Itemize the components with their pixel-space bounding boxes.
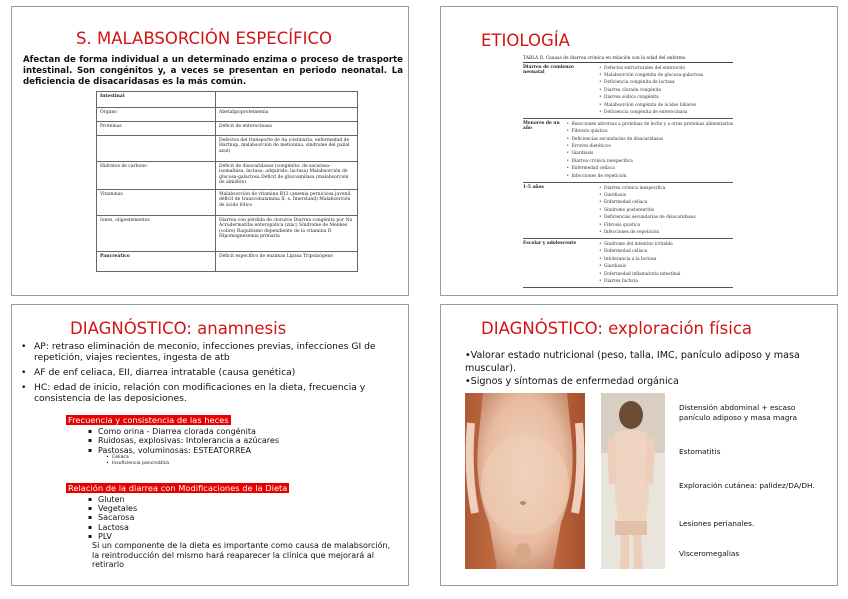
malabsorption-table (96, 91, 358, 272)
bullet-hc: • HC: edad de inicio, relación con modificaciones en la dieta, frecuencia y consistencia de las deposiciones. (20, 382, 400, 404)
list-item: • Diarrea crónica inespecífica (571, 158, 733, 165)
list-item: • Fibrosis quística (571, 128, 733, 135)
list-item: • Giardiasis (571, 150, 733, 157)
table-cell-label: Órgano (97, 108, 216, 122)
table-row (97, 92, 358, 108)
list-item: • Enfermedad inflamatoria intestinal (604, 271, 680, 278)
table-row (523, 239, 733, 288)
anamnesis-body (20, 341, 400, 569)
caption-estomatitis: Estomatitis (679, 447, 721, 456)
list-item: • Deficiencias secundarias de disacaridasas (571, 136, 733, 143)
list-item: • Diarrea crónica inespecífica (604, 185, 696, 192)
cause-list (563, 121, 733, 180)
list-item: • Diarrea sódica congénita (604, 94, 703, 101)
table-cell-value: Diarrea con pérdida de cloruros Diarrea congénita por Na Acrodermatitis enteropática (zinc) Síndrome de Menkes (cobre) Raquitismo dependiente de la vitamina D Hipomagnesemia primaria (216, 216, 358, 252)
section-frecuencia: Frecuencia y consistencia de las heces (68, 415, 229, 425)
intro-paragraph: Afectan de forma individual a un determinado enzima o proceso de trasporte intestinal. Son congénitos y, a veces se presentan en periodo neonatal. La deficiencia de disacaridasas es la más común. (23, 55, 403, 88)
cause-list (596, 241, 680, 285)
list-item: • Diarrea facticia (604, 278, 680, 285)
age-group-label: 1-5 años (523, 184, 544, 190)
bullet-ap: • AP: retraso eliminación de meconio, infecciones previas, infecciones GI de repetición, viajes recientes, ingesta de atb (20, 341, 400, 363)
list-item: ▪ Lactosa (98, 523, 400, 532)
table-cell-value (216, 92, 358, 108)
list-item: ▪ Vegetales (98, 504, 400, 513)
table-row (523, 63, 733, 119)
list-item: • Intolerancia a la lactosa (604, 256, 680, 263)
etiology-table (523, 62, 733, 288)
list-item: • Infecciones de repetición (571, 173, 733, 180)
slide-anamnesis (11, 304, 409, 586)
table-row (97, 190, 358, 216)
table-cell-label: Proteínas (97, 122, 216, 136)
bullet-af: • AF de enf celiaca, EII, diarrea intratable (causa genética) (20, 367, 400, 378)
table-row (97, 108, 358, 122)
list-subitem: • Celiaca (112, 455, 400, 461)
caption-visceromegalias: Visceromegalias (679, 549, 740, 558)
slide-etiologia (440, 6, 838, 296)
child-back-photo (601, 393, 665, 569)
abdomen-photo (465, 393, 585, 569)
table-cell-value: Déficit específico de enzimas Lipasa Tripsinógeno (216, 252, 358, 272)
list-item: • Malabsorción congénita de ácidos biliares (604, 102, 703, 109)
table-row (97, 162, 358, 190)
list-item: • Deficiencias secundarias de disacaridasas (604, 214, 696, 221)
exam-line: •Signos y síntomas de enfermedad orgánica (465, 376, 679, 387)
table-row (523, 183, 733, 239)
exam-line: •Valorar estado nutricional (peso, talla, IMC, panículo adiposo y masa muscular). (465, 350, 800, 374)
list-item: • Deficiencia congénita de enterocinasa (604, 109, 703, 116)
list-item: ▪ Pastosas, voluminosas: ESTEATORREA (98, 446, 400, 455)
cause-list (596, 185, 696, 237)
list-item: • Reacciones adversas a proteínas de leche y a otras proteínas alimentarias (571, 121, 733, 128)
list-item: • Deficiencia congénita de lactasa (604, 79, 703, 86)
table-cell-value: Abetalipoproteinemia (216, 108, 358, 122)
table-row (97, 216, 358, 252)
age-group-label: Diarrea de comienzo neonatal (523, 64, 574, 75)
caption-distension: Distensión abdominal + escaso panículo adiposo y masa magra (679, 403, 798, 422)
age-group-label: Escolar y adolescente (523, 240, 577, 246)
list-item: • Malabsorción congénita de glucosa-galactosa (604, 72, 703, 79)
table-cell-value: Defectos del transporte de Aa (cistinuria, enfermedad de Hartnup, malabsorción de metionina, síndrome del pañal azul) (216, 136, 358, 162)
slide-exploracion-fisica (440, 304, 838, 586)
section-dieta: Relación de la diarrea con Modificaciones de la Dieta (68, 482, 288, 493)
slide-title: DIAGNÓSTICO: exploración física (481, 319, 753, 338)
list-item: • Síndrome del intestino irritable (604, 241, 680, 248)
list-item: ▪ Sacarosa (98, 513, 400, 522)
table-cell-label: Intestinal (97, 92, 216, 108)
table-cell-value: Malabsorción de vitamina B12 (anemia perniciosa juvenil, déficit de transcobalamina II, s. Imerslund) Malabsorción de ácido fólico (216, 190, 358, 216)
list-subitem: • Insuficiencia pancreática (112, 461, 400, 467)
slide-title: ETIOLOGÍA (481, 31, 570, 50)
list-item: • Fibrosis quística (604, 222, 696, 229)
caption-cutanea: Exploración cutánea: palidez/DA/DH. (679, 481, 815, 490)
caption-perianales: Lesiones perianales. (679, 519, 755, 528)
list-item: ▪ Ruidosas, explosivas: Intolerancia a azúcares (98, 436, 400, 445)
diet-note: Si un componente de la dieta es importante como causa de malabsorción, la reintroducción del mismo hará reaparecer la clínica que mejorará al retirarlo (92, 541, 391, 569)
table-cell-value: Déficit de disacaridasas (congénito: de sacarasa-isomaltasa, lactasa; adquirido: lactasa) Malabsorción de glucosa-galactosa Déficit de glucoamilasa (malabsorción de almidón) (216, 162, 358, 190)
table-cell-label: Hidratos de carbono (97, 162, 216, 190)
list-item: • Diarrea clorada congénita (604, 87, 703, 94)
table-row (97, 252, 358, 272)
list-item: • Enfermedad celíaca (604, 199, 696, 206)
slide-title: DIAGNÓSTICO: anamnesis (70, 319, 287, 338)
list-item: • Enfermedad celíaca (604, 248, 680, 255)
table-cell-label: Pancreático (97, 252, 216, 272)
table-cell-label: Vitaminas (97, 190, 216, 216)
list-item: • Giardiasis (604, 192, 696, 199)
list-item: ▪ Gluten (98, 495, 400, 504)
slide-title: S. MALABSORCIÓN ESPECÍFICO (76, 29, 332, 48)
list-item: • Defectos estructurales del enterocito (604, 65, 703, 72)
table-row (97, 122, 358, 136)
table-row (523, 119, 733, 183)
age-group-label: Menores de un año (523, 120, 560, 132)
table-caption: TABLA II. Causas de diarrea crónica en relación con la edad del enfermo (523, 56, 686, 61)
table-cell-value: Déficit de enterocinasa (216, 122, 358, 136)
list-item: • Errores dietéticos (571, 143, 733, 150)
list-item: • Infecciones de repetición (604, 229, 696, 236)
list-item: • Síndrome postenteritis (604, 207, 696, 214)
list-item: • Giardiasis (604, 263, 680, 270)
table-cell-label: Iones, oligoelementos (97, 216, 216, 252)
cause-list (596, 65, 703, 117)
list-item: ▪ Como orina - Diarrea clorada congénita (98, 427, 400, 436)
table-cell-label (97, 136, 216, 162)
exam-intro (465, 349, 825, 388)
list-item: • Enfermedad celíaca (571, 165, 733, 172)
list-item: ▪ PLV (98, 532, 400, 541)
slide-malabsorcion-especifico (11, 6, 409, 296)
table-row (97, 136, 358, 162)
